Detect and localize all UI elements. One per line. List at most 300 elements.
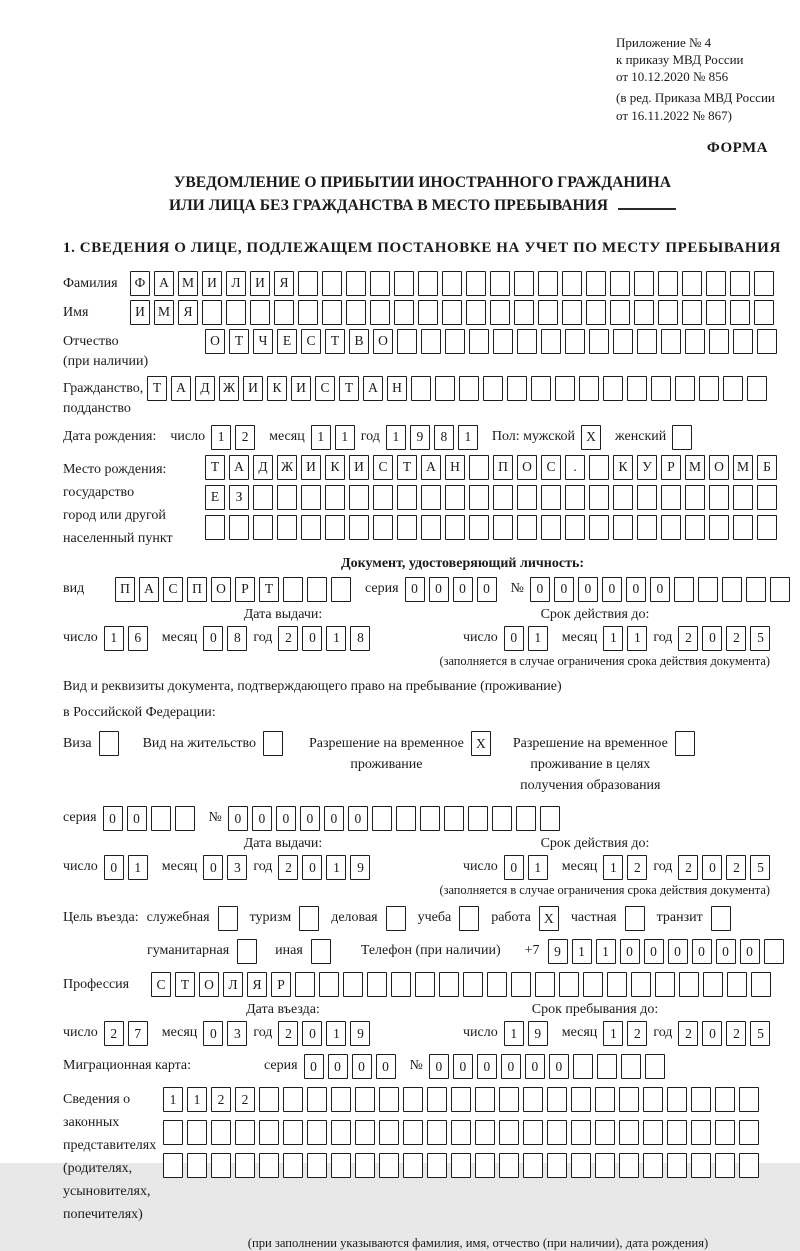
char-cell[interactable] — [603, 376, 623, 401]
char-cell[interactable]: Ж — [277, 455, 297, 480]
char-cell[interactable] — [466, 271, 486, 296]
char-cell[interactable] — [613, 485, 633, 510]
char-cell[interactable]: 1 — [603, 1021, 623, 1046]
char-cell[interactable]: 0 — [429, 577, 449, 602]
char-cell[interactable] — [675, 731, 695, 756]
phone-input[interactable] — [548, 939, 784, 964]
entry-year-input[interactable] — [278, 1021, 370, 1046]
char-cell[interactable] — [442, 271, 462, 296]
char-cell[interactable] — [679, 972, 699, 997]
char-cell[interactable] — [235, 1153, 255, 1178]
valid-year-input[interactable] — [678, 626, 770, 651]
legal-rep-row-1[interactable] — [163, 1087, 759, 1112]
char-cell[interactable] — [99, 731, 119, 756]
char-cell[interactable] — [259, 1120, 279, 1145]
char-cell[interactable] — [709, 515, 729, 540]
surname-input[interactable] — [130, 271, 774, 296]
char-cell[interactable]: 1 — [187, 1087, 207, 1112]
char-cell[interactable] — [490, 300, 510, 325]
char-cell[interactable]: 0 — [302, 855, 322, 880]
char-cell[interactable] — [493, 485, 513, 510]
purpose-humanitarian-checkbox[interactable] — [237, 939, 257, 964]
doc-number-input[interactable] — [530, 577, 790, 602]
char-cell[interactable] — [757, 329, 777, 354]
char-cell[interactable] — [295, 972, 315, 997]
char-cell[interactable]: И — [130, 300, 150, 325]
char-cell[interactable] — [586, 300, 606, 325]
char-cell[interactable] — [499, 1153, 519, 1178]
char-cell[interactable] — [205, 515, 225, 540]
char-cell[interactable] — [307, 577, 327, 602]
char-cell[interactable] — [151, 806, 171, 831]
char-cell[interactable] — [667, 1087, 687, 1112]
char-cell[interactable] — [699, 376, 719, 401]
sex-female-checkbox[interactable] — [672, 425, 692, 450]
char-cell[interactable] — [507, 376, 527, 401]
char-cell[interactable] — [493, 329, 513, 354]
char-cell[interactable] — [319, 972, 339, 997]
stay-day-input[interactable] — [504, 1021, 548, 1046]
char-cell[interactable] — [637, 515, 657, 540]
char-cell[interactable] — [531, 376, 551, 401]
char-cell[interactable] — [571, 1087, 591, 1112]
char-cell[interactable] — [187, 1153, 207, 1178]
char-cell[interactable]: Д — [195, 376, 215, 401]
char-cell[interactable] — [667, 1120, 687, 1145]
char-cell[interactable] — [672, 425, 692, 450]
char-cell[interactable] — [565, 515, 585, 540]
valid-month-input[interactable] — [603, 626, 647, 651]
char-cell[interactable] — [325, 485, 345, 510]
char-cell[interactable] — [607, 972, 627, 997]
char-cell[interactable]: А — [229, 455, 249, 480]
char-cell[interactable] — [579, 376, 599, 401]
char-cell[interactable] — [706, 271, 726, 296]
char-cell[interactable] — [343, 972, 363, 997]
char-cell[interactable]: 1 — [572, 939, 592, 964]
char-cell[interactable] — [631, 972, 651, 997]
char-cell[interactable]: 2 — [726, 1021, 746, 1046]
char-cell[interactable]: . — [565, 455, 585, 480]
purpose-private-checkbox[interactable] — [625, 906, 645, 931]
char-cell[interactable] — [367, 972, 387, 997]
char-cell[interactable]: Б — [757, 455, 777, 480]
char-cell[interactable]: Я — [247, 972, 267, 997]
birth-place-row-3[interactable] — [205, 515, 777, 540]
char-cell[interactable]: 0 — [302, 1021, 322, 1046]
char-cell[interactable]: 2 — [726, 855, 746, 880]
char-cell[interactable]: И — [291, 376, 311, 401]
char-cell[interactable] — [709, 485, 729, 510]
char-cell[interactable] — [226, 300, 246, 325]
char-cell[interactable]: X — [471, 731, 491, 756]
char-cell[interactable]: Т — [175, 972, 195, 997]
char-cell[interactable]: 0 — [504, 626, 524, 651]
char-cell[interactable] — [445, 329, 465, 354]
char-cell[interactable] — [754, 271, 774, 296]
char-cell[interactable] — [394, 300, 414, 325]
char-cell[interactable]: З — [229, 485, 249, 510]
char-cell[interactable] — [492, 806, 512, 831]
char-cell[interactable]: 2 — [678, 1021, 698, 1046]
char-cell[interactable]: Т — [147, 376, 167, 401]
char-cell[interactable] — [597, 1054, 617, 1079]
char-cell[interactable]: 1 — [596, 939, 616, 964]
birth-day-input[interactable] — [211, 425, 255, 450]
char-cell[interactable]: 0 — [501, 1054, 521, 1079]
char-cell[interactable]: С — [541, 455, 561, 480]
char-cell[interactable]: 0 — [228, 806, 248, 831]
char-cell[interactable]: 0 — [453, 1054, 473, 1079]
temp-residence-checkbox[interactable] — [471, 731, 491, 756]
char-cell[interactable]: М — [178, 271, 198, 296]
char-cell[interactable]: У — [637, 455, 657, 480]
char-cell[interactable] — [514, 271, 534, 296]
char-cell[interactable]: Т — [229, 329, 249, 354]
char-cell[interactable]: 1 — [163, 1087, 183, 1112]
char-cell[interactable] — [595, 1120, 615, 1145]
char-cell[interactable] — [379, 1120, 399, 1145]
char-cell[interactable] — [535, 972, 555, 997]
given-name-input[interactable] — [130, 300, 774, 325]
char-cell[interactable]: К — [325, 455, 345, 480]
char-cell[interactable] — [655, 972, 675, 997]
char-cell[interactable]: 0 — [602, 577, 622, 602]
char-cell[interactable] — [346, 300, 366, 325]
char-cell[interactable]: Н — [445, 455, 465, 480]
res-valid-month-input[interactable] — [603, 855, 647, 880]
char-cell[interactable] — [483, 376, 503, 401]
char-cell[interactable] — [634, 300, 654, 325]
char-cell[interactable] — [691, 1120, 711, 1145]
char-cell[interactable] — [746, 577, 766, 602]
char-cell[interactable] — [415, 972, 435, 997]
char-cell[interactable]: Я — [178, 300, 198, 325]
char-cell[interactable] — [391, 972, 411, 997]
char-cell[interactable] — [547, 1087, 567, 1112]
char-cell[interactable]: Т — [205, 455, 225, 480]
char-cell[interactable] — [499, 1120, 519, 1145]
char-cell[interactable] — [619, 1087, 639, 1112]
char-cell[interactable]: Я — [274, 271, 294, 296]
char-cell[interactable] — [516, 806, 536, 831]
char-cell[interactable] — [469, 455, 489, 480]
char-cell[interactable]: 1 — [335, 425, 355, 450]
char-cell[interactable]: 1 — [458, 425, 478, 450]
char-cell[interactable] — [403, 1087, 423, 1112]
char-cell[interactable]: 2 — [235, 1087, 255, 1112]
char-cell[interactable]: 1 — [326, 1021, 346, 1046]
char-cell[interactable] — [421, 515, 441, 540]
char-cell[interactable]: 0 — [740, 939, 760, 964]
purpose-work-checkbox[interactable] — [539, 906, 559, 931]
char-cell[interactable] — [675, 376, 695, 401]
char-cell[interactable] — [349, 515, 369, 540]
char-cell[interactable]: 9 — [350, 1021, 370, 1046]
char-cell[interactable] — [370, 300, 390, 325]
char-cell[interactable] — [715, 1120, 735, 1145]
char-cell[interactable] — [625, 906, 645, 931]
char-cell[interactable]: Р — [271, 972, 291, 997]
patronymic-input[interactable] — [205, 329, 777, 354]
char-cell[interactable] — [610, 271, 630, 296]
char-cell[interactable]: 9 — [548, 939, 568, 964]
char-cell[interactable]: 2 — [726, 626, 746, 651]
char-cell[interactable]: 0 — [127, 806, 147, 831]
char-cell[interactable] — [379, 1087, 399, 1112]
char-cell[interactable] — [298, 271, 318, 296]
char-cell[interactable] — [627, 376, 647, 401]
char-cell[interactable] — [421, 329, 441, 354]
char-cell[interactable]: 0 — [453, 577, 473, 602]
char-cell[interactable] — [175, 806, 195, 831]
char-cell[interactable]: П — [493, 455, 513, 480]
char-cell[interactable] — [355, 1120, 375, 1145]
char-cell[interactable]: Ч — [253, 329, 273, 354]
char-cell[interactable] — [397, 515, 417, 540]
char-cell[interactable] — [307, 1087, 327, 1112]
char-cell[interactable] — [459, 376, 479, 401]
char-cell[interactable] — [727, 972, 747, 997]
char-cell[interactable]: Л — [223, 972, 243, 997]
char-cell[interactable]: 2 — [104, 1021, 124, 1046]
char-cell[interactable]: 5 — [750, 855, 770, 880]
entry-day-input[interactable] — [104, 1021, 148, 1046]
issue-month-input[interactable] — [203, 626, 247, 651]
char-cell[interactable] — [541, 329, 561, 354]
birth-place-row-2[interactable] — [205, 485, 777, 510]
char-cell[interactable] — [643, 1153, 663, 1178]
char-cell[interactable]: 1 — [326, 855, 346, 880]
char-cell[interactable] — [299, 906, 319, 931]
char-cell[interactable] — [211, 1120, 231, 1145]
char-cell[interactable] — [565, 329, 585, 354]
res-series-input[interactable] — [103, 806, 195, 831]
birth-year-input[interactable] — [386, 425, 478, 450]
char-cell[interactable]: 0 — [554, 577, 574, 602]
char-cell[interactable] — [370, 271, 390, 296]
char-cell[interactable] — [559, 972, 579, 997]
char-cell[interactable] — [685, 485, 705, 510]
char-cell[interactable] — [555, 376, 575, 401]
char-cell[interactable]: 2 — [235, 425, 255, 450]
char-cell[interactable]: А — [421, 455, 441, 480]
char-cell[interactable]: С — [151, 972, 171, 997]
char-cell[interactable] — [435, 376, 455, 401]
char-cell[interactable]: С — [163, 577, 183, 602]
char-cell[interactable] — [523, 1153, 543, 1178]
char-cell[interactable]: 2 — [278, 1021, 298, 1046]
char-cell[interactable] — [757, 485, 777, 510]
char-cell[interactable] — [538, 300, 558, 325]
char-cell[interactable]: М — [154, 300, 174, 325]
purpose-business-checkbox[interactable] — [386, 906, 406, 931]
char-cell[interactable]: 0 — [549, 1054, 569, 1079]
stay-year-input[interactable] — [678, 1021, 770, 1046]
purpose-official-checkbox[interactable] — [218, 906, 238, 931]
char-cell[interactable] — [645, 1054, 665, 1079]
char-cell[interactable]: М — [685, 455, 705, 480]
char-cell[interactable] — [301, 485, 321, 510]
char-cell[interactable] — [715, 1087, 735, 1112]
char-cell[interactable] — [711, 906, 731, 931]
char-cell[interactable]: 7 — [128, 1021, 148, 1046]
char-cell[interactable]: 8 — [350, 626, 370, 651]
char-cell[interactable]: А — [139, 577, 159, 602]
char-cell[interactable] — [754, 300, 774, 325]
char-cell[interactable] — [651, 376, 671, 401]
char-cell[interactable]: 3 — [227, 1021, 247, 1046]
char-cell[interactable]: Л — [226, 271, 246, 296]
char-cell[interactable] — [685, 515, 705, 540]
char-cell[interactable] — [322, 300, 342, 325]
char-cell[interactable] — [698, 577, 718, 602]
char-cell[interactable]: 3 — [227, 855, 247, 880]
char-cell[interactable] — [733, 329, 753, 354]
char-cell[interactable]: 0 — [702, 626, 722, 651]
char-cell[interactable]: 0 — [650, 577, 670, 602]
char-cell[interactable] — [547, 1153, 567, 1178]
char-cell[interactable]: 9 — [350, 855, 370, 880]
res-valid-year-input[interactable] — [678, 855, 770, 880]
char-cell[interactable] — [514, 300, 534, 325]
char-cell[interactable] — [202, 300, 222, 325]
char-cell[interactable] — [373, 485, 393, 510]
char-cell[interactable]: 0 — [348, 806, 368, 831]
char-cell[interactable] — [439, 972, 459, 997]
char-cell[interactable]: 1 — [128, 855, 148, 880]
char-cell[interactable] — [386, 906, 406, 931]
char-cell[interactable] — [253, 485, 273, 510]
char-cell[interactable]: К — [267, 376, 287, 401]
char-cell[interactable] — [250, 300, 270, 325]
purpose-transit-checkbox[interactable] — [711, 906, 731, 931]
char-cell[interactable]: 0 — [376, 1054, 396, 1079]
char-cell[interactable] — [733, 515, 753, 540]
char-cell[interactable] — [420, 806, 440, 831]
legal-rep-row-2[interactable] — [163, 1120, 759, 1145]
char-cell[interactable]: О — [205, 329, 225, 354]
char-cell[interactable] — [757, 515, 777, 540]
char-cell[interactable]: 0 — [276, 806, 296, 831]
char-cell[interactable]: 1 — [603, 855, 623, 880]
char-cell[interactable] — [562, 271, 582, 296]
char-cell[interactable] — [487, 972, 507, 997]
char-cell[interactable] — [283, 577, 303, 602]
char-cell[interactable]: 0 — [530, 577, 550, 602]
char-cell[interactable]: 0 — [504, 855, 524, 880]
char-cell[interactable]: 0 — [429, 1054, 449, 1079]
char-cell[interactable]: И — [301, 455, 321, 480]
char-cell[interactable] — [562, 300, 582, 325]
char-cell[interactable] — [349, 485, 369, 510]
char-cell[interactable]: 0 — [203, 626, 223, 651]
char-cell[interactable]: 2 — [278, 855, 298, 880]
char-cell[interactable]: 0 — [252, 806, 272, 831]
char-cell[interactable] — [379, 1153, 399, 1178]
char-cell[interactable] — [541, 515, 561, 540]
char-cell[interactable]: 1 — [627, 626, 647, 651]
char-cell[interactable]: А — [171, 376, 191, 401]
char-cell[interactable] — [541, 485, 561, 510]
purpose-tourism-checkbox[interactable] — [299, 906, 319, 931]
char-cell[interactable]: 0 — [477, 577, 497, 602]
char-cell[interactable] — [511, 972, 531, 997]
char-cell[interactable] — [163, 1153, 183, 1178]
char-cell[interactable] — [283, 1120, 303, 1145]
char-cell[interactable] — [445, 485, 465, 510]
char-cell[interactable]: 1 — [311, 425, 331, 450]
char-cell[interactable] — [229, 515, 249, 540]
char-cell[interactable]: О — [199, 972, 219, 997]
char-cell[interactable] — [442, 300, 462, 325]
char-cell[interactable] — [331, 577, 351, 602]
char-cell[interactable] — [355, 1153, 375, 1178]
char-cell[interactable] — [427, 1087, 447, 1112]
char-cell[interactable]: 0 — [716, 939, 736, 964]
char-cell[interactable] — [613, 329, 633, 354]
profession-input[interactable] — [151, 972, 771, 997]
char-cell[interactable]: П — [115, 577, 135, 602]
char-cell[interactable]: О — [211, 577, 231, 602]
char-cell[interactable]: 1 — [211, 425, 231, 450]
char-cell[interactable] — [703, 972, 723, 997]
issue-day-input[interactable] — [104, 626, 148, 651]
char-cell[interactable]: 0 — [304, 1054, 324, 1079]
purpose-other-checkbox[interactable] — [311, 939, 331, 964]
char-cell[interactable] — [540, 806, 560, 831]
char-cell[interactable] — [730, 300, 750, 325]
char-cell[interactable] — [475, 1087, 495, 1112]
char-cell[interactable]: С — [301, 329, 321, 354]
char-cell[interactable] — [331, 1087, 351, 1112]
char-cell[interactable]: 0 — [644, 939, 664, 964]
char-cell[interactable] — [444, 806, 464, 831]
char-cell[interactable]: И — [250, 271, 270, 296]
char-cell[interactable] — [427, 1120, 447, 1145]
char-cell[interactable] — [451, 1120, 471, 1145]
char-cell[interactable]: П — [187, 577, 207, 602]
char-cell[interactable] — [283, 1153, 303, 1178]
citizenship-input[interactable] — [147, 376, 767, 401]
char-cell[interactable] — [634, 271, 654, 296]
char-cell[interactable] — [589, 329, 609, 354]
char-cell[interactable]: 1 — [326, 626, 346, 651]
char-cell[interactable] — [311, 939, 331, 964]
char-cell[interactable] — [322, 271, 342, 296]
char-cell[interactable] — [658, 300, 678, 325]
char-cell[interactable] — [691, 1153, 711, 1178]
char-cell[interactable]: Е — [205, 485, 225, 510]
char-cell[interactable] — [451, 1153, 471, 1178]
char-cell[interactable] — [682, 271, 702, 296]
char-cell[interactable] — [451, 1087, 471, 1112]
char-cell[interactable]: 0 — [692, 939, 712, 964]
char-cell[interactable] — [274, 300, 294, 325]
char-cell[interactable] — [396, 806, 416, 831]
res-issue-day-input[interactable] — [104, 855, 148, 880]
char-cell[interactable] — [355, 1087, 375, 1112]
char-cell[interactable] — [667, 1153, 687, 1178]
char-cell[interactable] — [706, 300, 726, 325]
char-cell[interactable]: 0 — [477, 1054, 497, 1079]
char-cell[interactable]: С — [315, 376, 335, 401]
char-cell[interactable] — [307, 1153, 327, 1178]
char-cell[interactable]: 0 — [302, 626, 322, 651]
char-cell[interactable]: Р — [661, 455, 681, 480]
char-cell[interactable]: 2 — [678, 626, 698, 651]
char-cell[interactable] — [394, 271, 414, 296]
